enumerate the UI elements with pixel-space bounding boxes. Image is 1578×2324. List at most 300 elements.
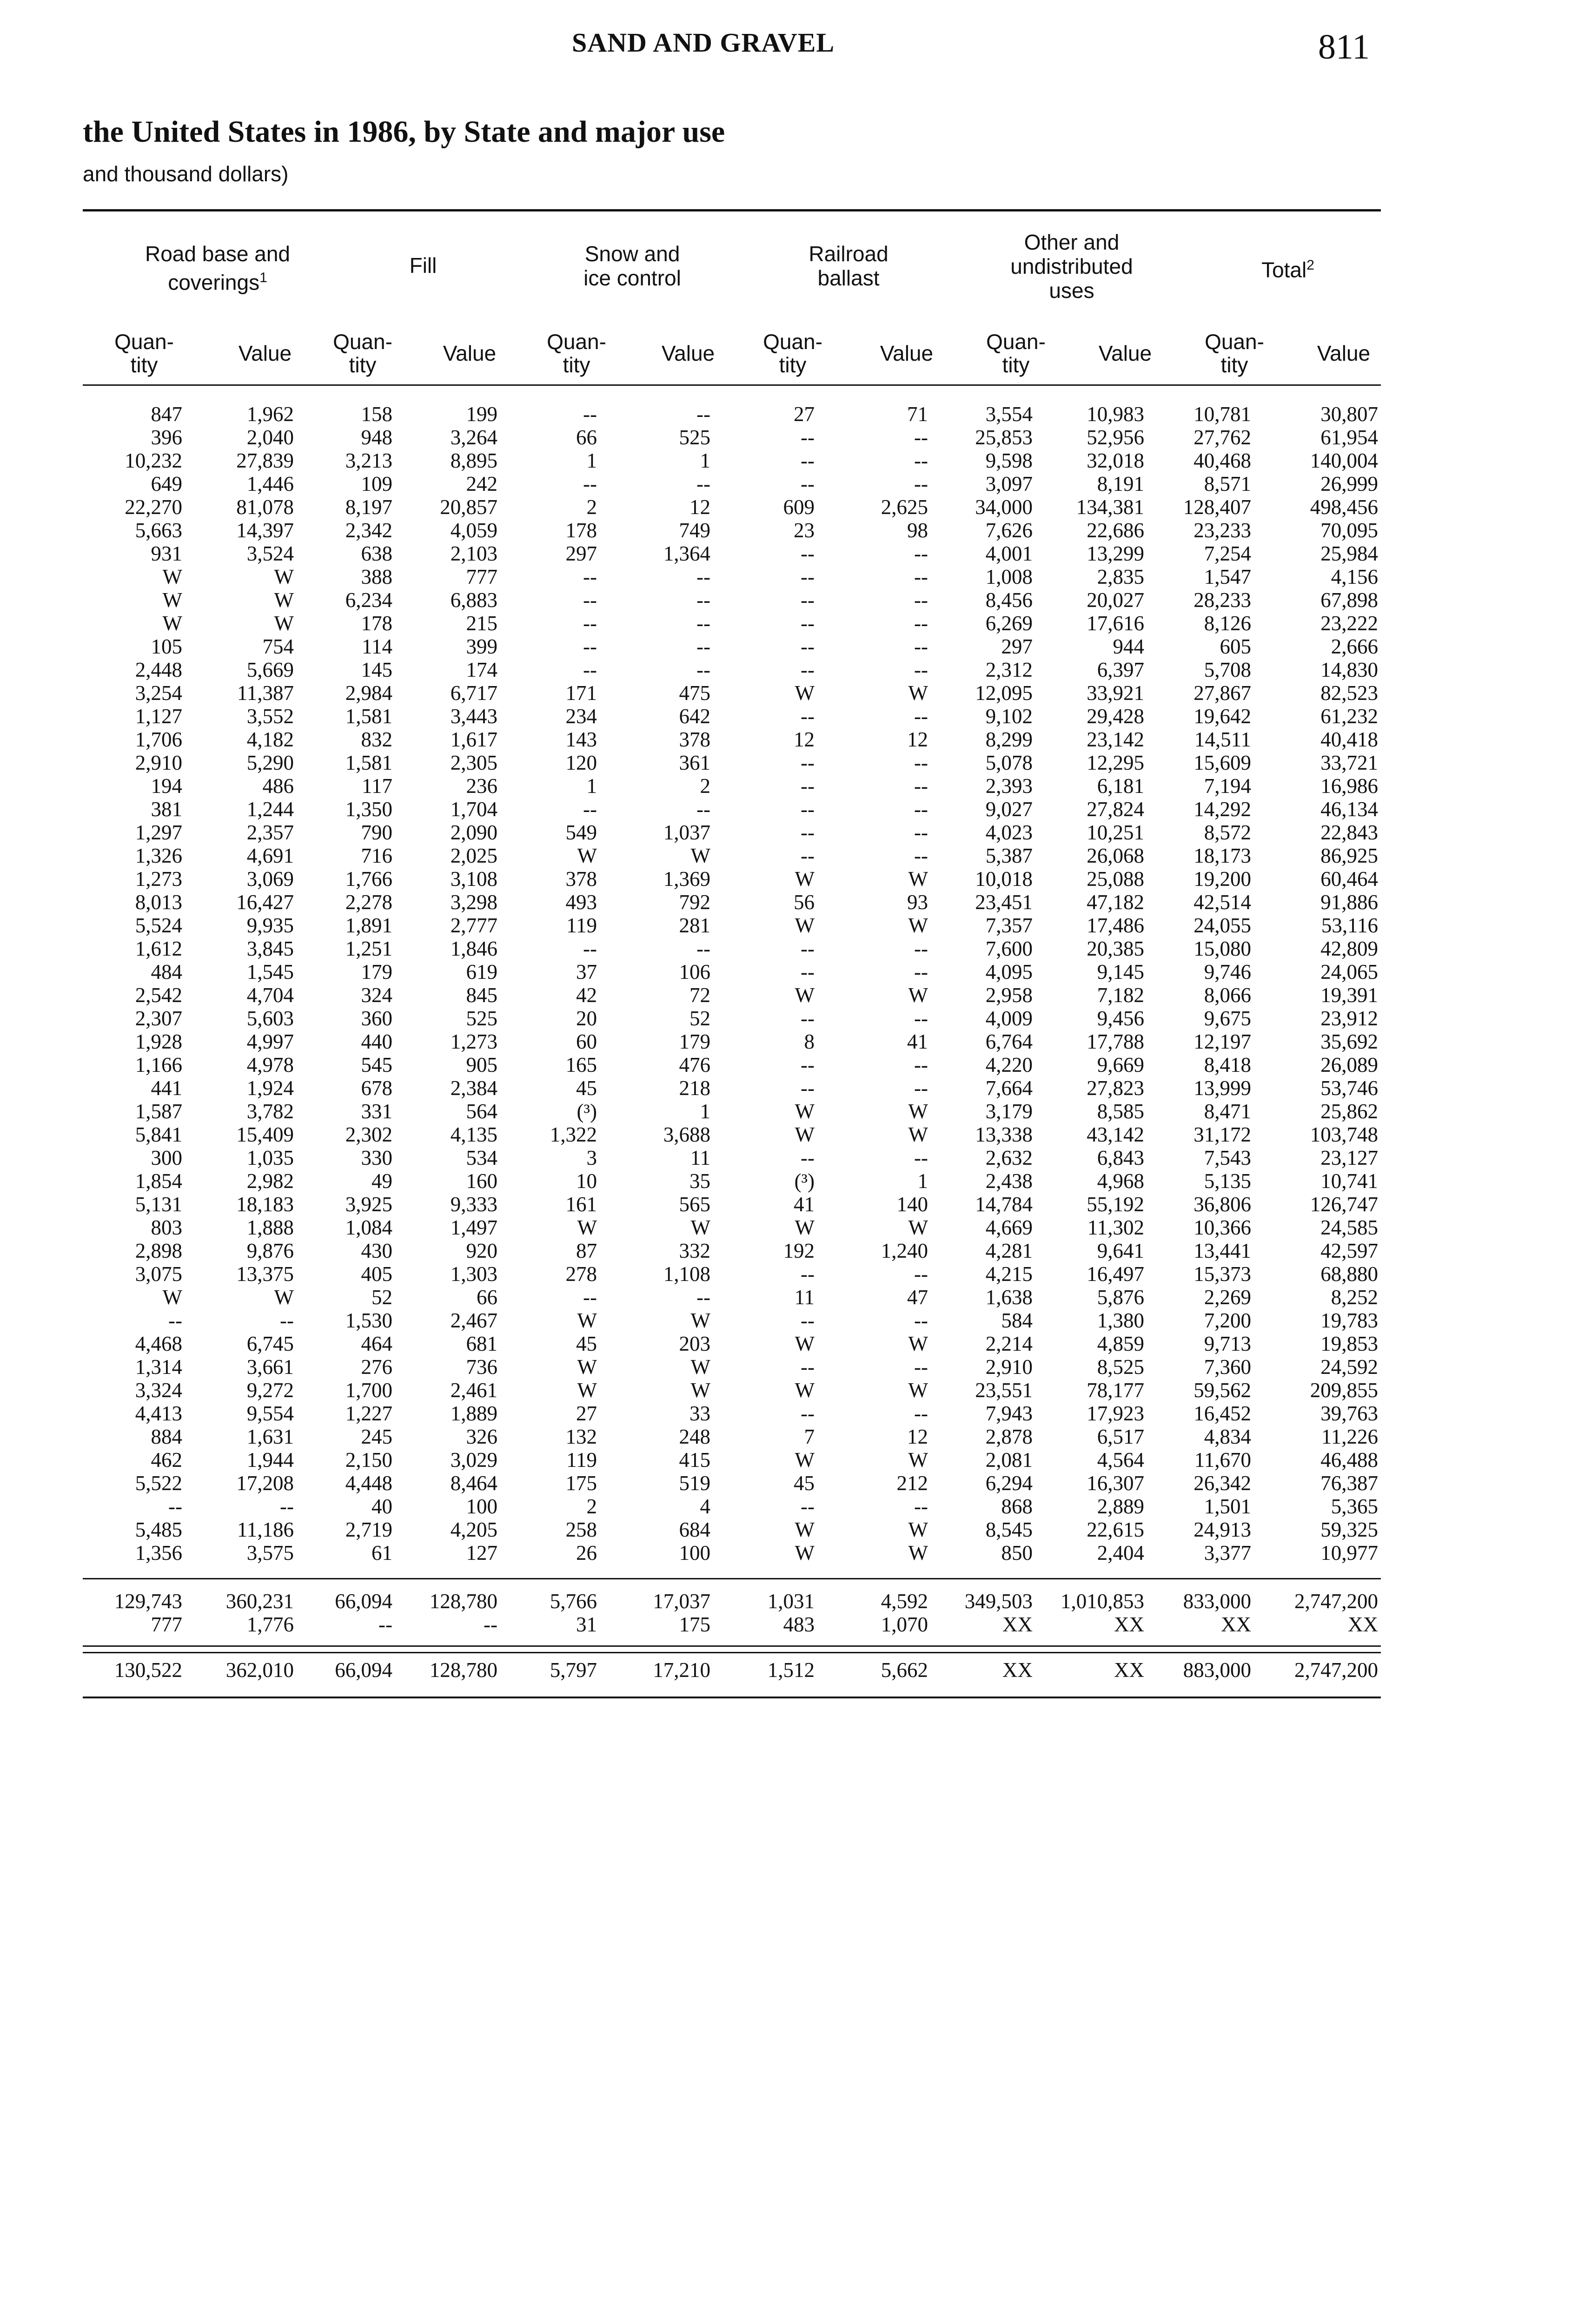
table-cell: 248 [679, 1425, 710, 1448]
table-cell: 1,854 [135, 1169, 182, 1193]
table-cell: 2,438 [985, 1169, 1033, 1193]
table-cell: W [908, 1448, 928, 1472]
table-cell: 3,075 [135, 1262, 182, 1286]
group-line2: ice control [583, 266, 681, 290]
table-cell: 109 [361, 472, 392, 495]
table-cell: 20,857 [440, 495, 497, 519]
table-cell: 1,010,853 [1061, 1590, 1144, 1613]
table-cell: 549 [565, 821, 597, 844]
table-cell: 24,913 [1193, 1518, 1251, 1541]
table-cell: W [795, 867, 815, 891]
table-cell: -- [801, 1495, 815, 1518]
table-cell: 3,782 [246, 1100, 294, 1123]
table-cell: 12,197 [1193, 1030, 1251, 1053]
table-cell: -- [914, 612, 928, 635]
table-cell: 87 [576, 1239, 597, 1262]
table-row [83, 774, 1381, 798]
table-cell: -- [801, 612, 815, 635]
table-cell: 60,464 [1320, 867, 1378, 891]
table-cell: -- [696, 658, 710, 681]
table-row [83, 612, 1381, 635]
table-cell: -- [801, 635, 815, 658]
table-cell: 4,468 [135, 1332, 182, 1355]
table-row [83, 1402, 1381, 1425]
table-cell: 2,278 [345, 891, 392, 914]
table-cell: -- [696, 403, 710, 426]
table-cell: 27,823 [1087, 1076, 1144, 1100]
table-cell: 649 [151, 472, 182, 495]
table-cell: 4,704 [246, 984, 294, 1007]
table-cell: W [690, 1309, 710, 1332]
table-cell: W [795, 1379, 815, 1402]
table-cell: 564 [466, 1100, 497, 1123]
table-cell: -- [914, 1355, 928, 1379]
table-cell: 39,763 [1320, 1402, 1378, 1425]
table-cell: 33 [690, 1402, 710, 1425]
table-cell: 1,891 [345, 914, 392, 937]
table-cell: W [795, 1541, 815, 1565]
table-cell: 1,700 [345, 1379, 392, 1402]
table-cell: 27,762 [1193, 426, 1251, 449]
table-cell: 1,356 [135, 1541, 182, 1565]
table-cell: 194 [151, 774, 182, 798]
table-cell: 3 [586, 1146, 597, 1169]
table-cell: 2,150 [345, 1448, 392, 1472]
table-cell: 1,350 [345, 798, 392, 821]
table-cell: 378 [565, 867, 597, 891]
table-cell: 1,587 [135, 1100, 182, 1123]
table-cell: 66 [477, 1286, 497, 1309]
table-cell: 42,597 [1320, 1239, 1378, 1262]
table-body [83, 403, 1381, 1565]
table-cell: -- [914, 960, 928, 984]
table-cell: 584 [1001, 1309, 1033, 1332]
table-row [83, 1541, 1381, 1565]
table-row [83, 542, 1381, 565]
column-group-total [1190, 253, 1386, 282]
table-cell: 35 [690, 1169, 710, 1193]
table-cell: 920 [466, 1239, 497, 1262]
table-row [83, 728, 1381, 751]
table-cell: 25,862 [1320, 1100, 1378, 1123]
table-row [83, 891, 1381, 914]
table-cell: 1,035 [246, 1146, 294, 1169]
table-row [83, 1193, 1381, 1216]
table-row [83, 495, 1381, 519]
table-cell: 1,380 [1097, 1309, 1144, 1332]
table-cell: -- [696, 937, 710, 960]
table-cell: 158 [361, 403, 392, 426]
table-cell: 81,078 [236, 495, 294, 519]
table-cell: 297 [1001, 635, 1033, 658]
table-cell: 4,997 [246, 1030, 294, 1053]
table-cell: 29,428 [1087, 705, 1144, 728]
table-cell: 5,522 [135, 1472, 182, 1495]
table-cell: 9,746 [1204, 960, 1251, 984]
table-cell: 5,766 [550, 1590, 597, 1613]
table-cell: 31 [576, 1613, 597, 1636]
table-cell: 2,542 [135, 984, 182, 1007]
table-cell: W [577, 844, 597, 867]
table-row [83, 821, 1381, 844]
table-cell: 18,183 [236, 1193, 294, 1216]
table-cell: 16,452 [1193, 1402, 1251, 1425]
table-cell: 11,302 [1087, 1216, 1144, 1239]
table-cell: 3,213 [345, 449, 392, 472]
table-cell: 326 [466, 1425, 497, 1448]
table-cell: 16,307 [1087, 1472, 1144, 1495]
table-cell: 59,325 [1320, 1518, 1378, 1541]
table-cell: 8 [804, 1030, 815, 1053]
table-cell: 7,943 [985, 1402, 1033, 1425]
grand-total-body [83, 1658, 1381, 1682]
table-cell: 17,616 [1087, 612, 1144, 635]
table-cell: -- [914, 1007, 928, 1030]
table-cell: 26,089 [1320, 1053, 1378, 1076]
table-cell: 66,094 [335, 1658, 392, 1682]
table-cell: 4,564 [1097, 1448, 1144, 1472]
table-row [83, 914, 1381, 937]
table-cell: 15,409 [236, 1123, 294, 1146]
table-cell: 8,525 [1097, 1355, 1144, 1379]
table-cell: 486 [262, 774, 294, 798]
table-cell: -- [696, 1286, 710, 1309]
table-cell: 55,192 [1087, 1193, 1144, 1216]
table-cell: 22,270 [125, 495, 182, 519]
table-cell: 171 [565, 681, 597, 705]
table-cell: 16,986 [1320, 774, 1378, 798]
table-cell: 10,366 [1193, 1216, 1251, 1239]
summary-row [83, 1613, 1381, 1636]
table-cell: W [690, 1216, 710, 1239]
table-row [83, 1309, 1381, 1332]
table-cell: 129,743 [114, 1590, 182, 1613]
summary-end-rule-2 [83, 1652, 1381, 1653]
table-cell: 4,968 [1097, 1169, 1144, 1193]
table-cell: 3,443 [450, 705, 497, 728]
table-cell: 209,855 [1310, 1379, 1378, 1402]
column-group-road-base [120, 242, 315, 294]
table-cell: 462 [151, 1448, 182, 1472]
table-cell: 1,166 [135, 1053, 182, 1076]
table-cell: 33,921 [1087, 681, 1144, 705]
table-cell: 3,069 [246, 867, 294, 891]
table-cell: W [795, 1518, 815, 1541]
table-cell: 381 [151, 798, 182, 821]
table-cell: 19,783 [1320, 1309, 1378, 1332]
table-cell: 1,928 [135, 1030, 182, 1053]
table-cell: 3,377 [1204, 1541, 1251, 1565]
table-cell: W [690, 844, 710, 867]
table-cell: 619 [466, 960, 497, 984]
table-cell: -- [583, 472, 597, 495]
table-cell: 46,488 [1320, 1448, 1378, 1472]
table-cell: 3,324 [135, 1379, 182, 1402]
table-cell: -- [583, 1286, 597, 1309]
table-cell: 12 [690, 495, 710, 519]
table-cell: 1,297 [135, 821, 182, 844]
table-row [83, 1286, 1381, 1309]
table-cell: 2,305 [450, 751, 497, 774]
table-cell: 8,418 [1204, 1053, 1251, 1076]
table-cell: 716 [361, 844, 392, 867]
table-cell: 790 [361, 821, 392, 844]
table-cell: 565 [679, 1193, 710, 1216]
table-cell: -- [914, 705, 928, 728]
table-cell: 9,102 [985, 705, 1033, 728]
table-cell: 9,669 [1097, 1053, 1144, 1076]
table-cell: W [274, 1286, 294, 1309]
table-cell: 5,524 [135, 914, 182, 937]
quantity-line1: Quan- [114, 330, 174, 354]
table-cell: 26,342 [1193, 1472, 1251, 1495]
table-cell: 1,581 [345, 751, 392, 774]
table-cell: 175 [565, 1472, 597, 1495]
table-cell: 6,717 [450, 681, 497, 705]
table-row [83, 1053, 1381, 1076]
group-line1: Railroad [809, 242, 888, 266]
table-cell: 2,777 [450, 914, 497, 937]
top-rule [83, 209, 1381, 211]
table-cell: -- [583, 403, 597, 426]
table-cell: 545 [361, 1053, 392, 1076]
table-cell: 2,103 [450, 542, 497, 565]
table-cell: 37 [576, 960, 597, 984]
table-cell: 132 [565, 1425, 597, 1448]
table-cell: 1,581 [345, 705, 392, 728]
quantity-line1: Quan- [333, 330, 392, 354]
table-cell: W [274, 565, 294, 588]
table-cell: 1,706 [135, 728, 182, 751]
table-cell: 16,427 [236, 891, 294, 914]
table-cell: -- [583, 588, 597, 612]
table-cell: 2,307 [135, 1007, 182, 1030]
table-cell: -- [801, 449, 815, 472]
table-cell: -- [914, 449, 928, 472]
table-cell: 178 [361, 612, 392, 635]
group-line1: Other and [1024, 230, 1120, 254]
table-cell: 1,766 [345, 867, 392, 891]
table-cell: -- [801, 798, 815, 821]
table-cell: 61 [371, 1541, 392, 1565]
table-cell: 7,626 [985, 519, 1033, 542]
table-cell: 1,617 [450, 728, 497, 751]
bottom-rule [83, 1697, 1381, 1698]
table-cell: 199 [466, 403, 497, 426]
table-cell: 4,448 [345, 1472, 392, 1495]
table-cell: 12,095 [975, 681, 1033, 705]
table-cell: 803 [151, 1216, 182, 1239]
table-cell: -- [378, 1613, 392, 1636]
table-cell: 2,467 [450, 1309, 497, 1332]
table-cell: 2,448 [135, 658, 182, 681]
table-cell: 1 [586, 774, 597, 798]
table-cell: 15,080 [1193, 937, 1251, 960]
table-cell: 236 [466, 774, 497, 798]
table-cell: -- [696, 472, 710, 495]
table-cell: 26,068 [1087, 844, 1144, 867]
table-cell: W [908, 1100, 928, 1123]
quantity-line2: tity [563, 353, 590, 377]
table-cell: 10,232 [125, 449, 182, 472]
table-cell: 45 [576, 1076, 597, 1100]
table-cell: W [795, 681, 815, 705]
table-cell: 6,745 [246, 1332, 294, 1355]
table-cell: 847 [151, 403, 182, 426]
table-cell: 26 [576, 1541, 597, 1565]
table-cell: -- [801, 588, 815, 612]
table-cell: 378 [679, 728, 710, 751]
table-cell: 11 [794, 1286, 815, 1309]
table-cell: 212 [896, 1472, 928, 1495]
table-row [83, 1007, 1381, 1030]
table-cell: -- [801, 705, 815, 728]
quantity-line1: Quan- [1205, 330, 1264, 354]
table-cell: 2,958 [985, 984, 1033, 1007]
table-cell: 2,214 [985, 1332, 1033, 1355]
table-cell: 749 [679, 519, 710, 542]
table-cell: 2,090 [450, 821, 497, 844]
table-cell: 143 [565, 728, 597, 751]
table-cell: 70,095 [1320, 519, 1378, 542]
table-cell: 60 [576, 1030, 597, 1053]
table-cell: 9,145 [1097, 960, 1144, 984]
table-cell: 534 [466, 1146, 497, 1169]
table-cell: 525 [679, 426, 710, 449]
table-cell: 2,910 [135, 751, 182, 774]
table-cell: 1,364 [663, 542, 710, 565]
table-cell: 2,404 [1097, 1541, 1144, 1565]
table-cell: 128,780 [429, 1590, 497, 1613]
table-cell: 68,880 [1320, 1262, 1378, 1286]
summary-table [83, 1590, 1381, 1636]
table-cell: 13,441 [1193, 1239, 1251, 1262]
running-head: SAND AND GRAVEL [572, 27, 835, 58]
subhead-quantity-4 [756, 330, 830, 376]
table-cell: 3,264 [450, 426, 497, 449]
table-cell: W [908, 1518, 928, 1541]
table-cell: 24,055 [1193, 914, 1251, 937]
table-cell: -- [801, 472, 815, 495]
table-cell: 1,924 [246, 1076, 294, 1100]
table-cell: 4,135 [450, 1123, 497, 1146]
table-cell: 127 [466, 1541, 497, 1565]
table-cell: 175 [679, 1613, 710, 1636]
group-line1: Snow and [584, 242, 680, 266]
table-cell: -- [914, 751, 928, 774]
table-cell: 1,244 [246, 798, 294, 821]
table-cell: 27 [576, 1402, 597, 1425]
table-cell: 42 [576, 984, 597, 1007]
table-cell: 24,585 [1320, 1216, 1378, 1239]
table-cell: -- [801, 1309, 815, 1332]
subhead-value-2: Value [443, 341, 497, 365]
table-row [83, 1216, 1381, 1239]
table-cell: 27,824 [1087, 798, 1144, 821]
table-cell: 8,066 [1204, 984, 1251, 1007]
table-cell: 3,845 [246, 937, 294, 960]
table-cell: 9,554 [246, 1402, 294, 1425]
table-row [83, 565, 1381, 588]
table-cell: 441 [151, 1076, 182, 1100]
table-cell: W [274, 612, 294, 635]
table-cell: XX [1221, 1613, 1251, 1636]
table-cell: 944 [1113, 635, 1144, 658]
table-cell: -- [484, 1613, 497, 1636]
subhead-quantity-2 [325, 330, 400, 376]
table-row [83, 984, 1381, 1007]
table-cell: 7,360 [1204, 1355, 1251, 1379]
table-cell: 1,704 [450, 798, 497, 821]
table-cell: -- [914, 565, 928, 588]
table-cell: 1,512 [767, 1658, 815, 1682]
table-row [83, 681, 1381, 705]
table-cell: 884 [151, 1425, 182, 1448]
table-cell: 12,295 [1087, 751, 1144, 774]
table-cell: 361 [679, 751, 710, 774]
table-cell: 19,642 [1193, 705, 1251, 728]
page-number: 811 [1318, 27, 1370, 66]
table-cell: XX [1114, 1613, 1144, 1636]
quantity-line2: tity [130, 353, 158, 377]
table-row [83, 403, 1381, 426]
table-cell: 22,686 [1087, 519, 1144, 542]
table-cell: 145 [361, 658, 392, 681]
table-row [83, 426, 1381, 449]
table-cell: 4,023 [985, 821, 1033, 844]
table-cell: 17,923 [1087, 1402, 1144, 1425]
table-cell: 13,338 [975, 1123, 1033, 1146]
table-cell: 22,615 [1087, 1518, 1144, 1541]
table-cell: 24,592 [1320, 1355, 1378, 1379]
subhead-quantity-6 [1197, 330, 1272, 376]
table-cell: 12 [907, 728, 928, 751]
table-row [83, 798, 1381, 821]
grand-total-table [83, 1658, 1381, 1682]
table-cell: 67,898 [1320, 588, 1378, 612]
table-cell: 1,889 [450, 1402, 497, 1425]
table-cell: 3,097 [985, 472, 1033, 495]
table-cell: 23,127 [1320, 1146, 1378, 1169]
table-cell: 215 [466, 612, 497, 635]
table-cell: 53,746 [1320, 1076, 1378, 1100]
table-cell: 23,222 [1320, 612, 1378, 635]
table-cell: 234 [565, 705, 597, 728]
table-cell: 2,461 [450, 1379, 497, 1402]
table-cell: 52 [371, 1286, 392, 1309]
table-cell: 114 [362, 635, 392, 658]
table-row [83, 1146, 1381, 1169]
table-cell: 4,281 [985, 1239, 1033, 1262]
table-cell: 3,661 [246, 1355, 294, 1379]
table-cell: 1,846 [450, 937, 497, 960]
table-cell: 8,545 [985, 1518, 1033, 1541]
table-cell: 23,451 [975, 891, 1033, 914]
table-cell: 59,562 [1193, 1379, 1251, 1402]
table-cell: 41 [794, 1193, 815, 1216]
table-cell: 281 [679, 914, 710, 937]
table-row [83, 1239, 1381, 1262]
table-cell: -- [801, 565, 815, 588]
table-cell: W [795, 1123, 815, 1146]
table-cell: XX [1348, 1613, 1378, 1636]
table-cell: 34,000 [975, 495, 1033, 519]
table-cell: 2,312 [985, 658, 1033, 681]
table-cell: 19,391 [1320, 984, 1378, 1007]
table-row [83, 960, 1381, 984]
table-cell: 9,713 [1204, 1332, 1251, 1355]
table-cell: (³) [794, 1169, 815, 1193]
